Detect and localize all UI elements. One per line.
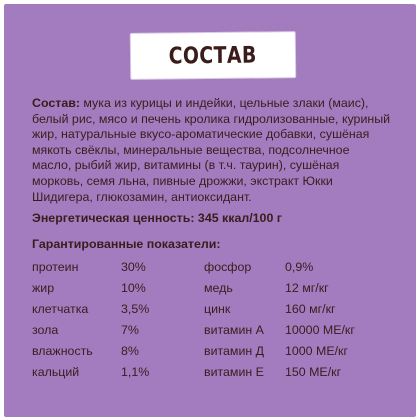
nutrient-name: протеин [32, 260, 79, 274]
nutrient-value: 150 МЕ/кг [285, 365, 342, 379]
nutrient-name: витамин Д [204, 344, 265, 358]
composition-paragraph [32, 96, 392, 205]
page-title: СОСТАВ [168, 42, 258, 69]
nutrient-name: витамин Е [204, 365, 264, 379]
nutrient-value: 10000 МЕ/кг [285, 323, 355, 337]
nutrient-value: 160 мг/кг [285, 302, 336, 316]
nutrient-value: 1000 МЕ/кг [285, 344, 348, 358]
title-banner [131, 32, 295, 79]
energy-value: Энергетическая ценность: 345 ккал/100 г [32, 211, 282, 225]
nutrient-value: 8% [121, 344, 139, 358]
nutrient-value: 7% [121, 323, 139, 337]
nutrient-value: 0,9% [285, 260, 314, 274]
nutrient-value: 10% [121, 281, 146, 295]
guaranteed-header: Гарантированные показатели: [32, 237, 221, 251]
nutrient-name: кальций [32, 365, 80, 379]
composition-label: Состав: [32, 96, 80, 110]
nutrient-value: 3,5% [121, 302, 150, 316]
nutrient-value: 12 мг/кг [285, 281, 329, 295]
nutrient-name: влажность [32, 344, 93, 358]
composition-text: мука из курицы и индейки, цельные злаки (маис), белый рис, мясо и печень кролика гидролизованные, куриный жир, натуральные вкусо-ароматические добавки, сушёная мякоть свёклы, минеральные вещества, подсолнечное масло, рыбий жир, витамины (в т.ч. таурин), сушёная морковь, семя льна, пивные дрожжи, экстракт Юкки Шидигера, глюкозамин, антиоксидант. [32, 96, 391, 204]
nutrient-name: цинк [204, 302, 231, 316]
nutrient-value: 30% [121, 260, 146, 274]
nutrient-name: медь [204, 281, 233, 295]
nutrient-name: жир [32, 281, 55, 295]
nutrient-name: витамин А [204, 323, 264, 337]
nutrient-name: клетчатка [32, 302, 89, 316]
nutrient-name: зола [32, 323, 59, 337]
nutrient-name: фосфор [204, 260, 252, 274]
nutrient-value: 1,1% [121, 365, 150, 379]
